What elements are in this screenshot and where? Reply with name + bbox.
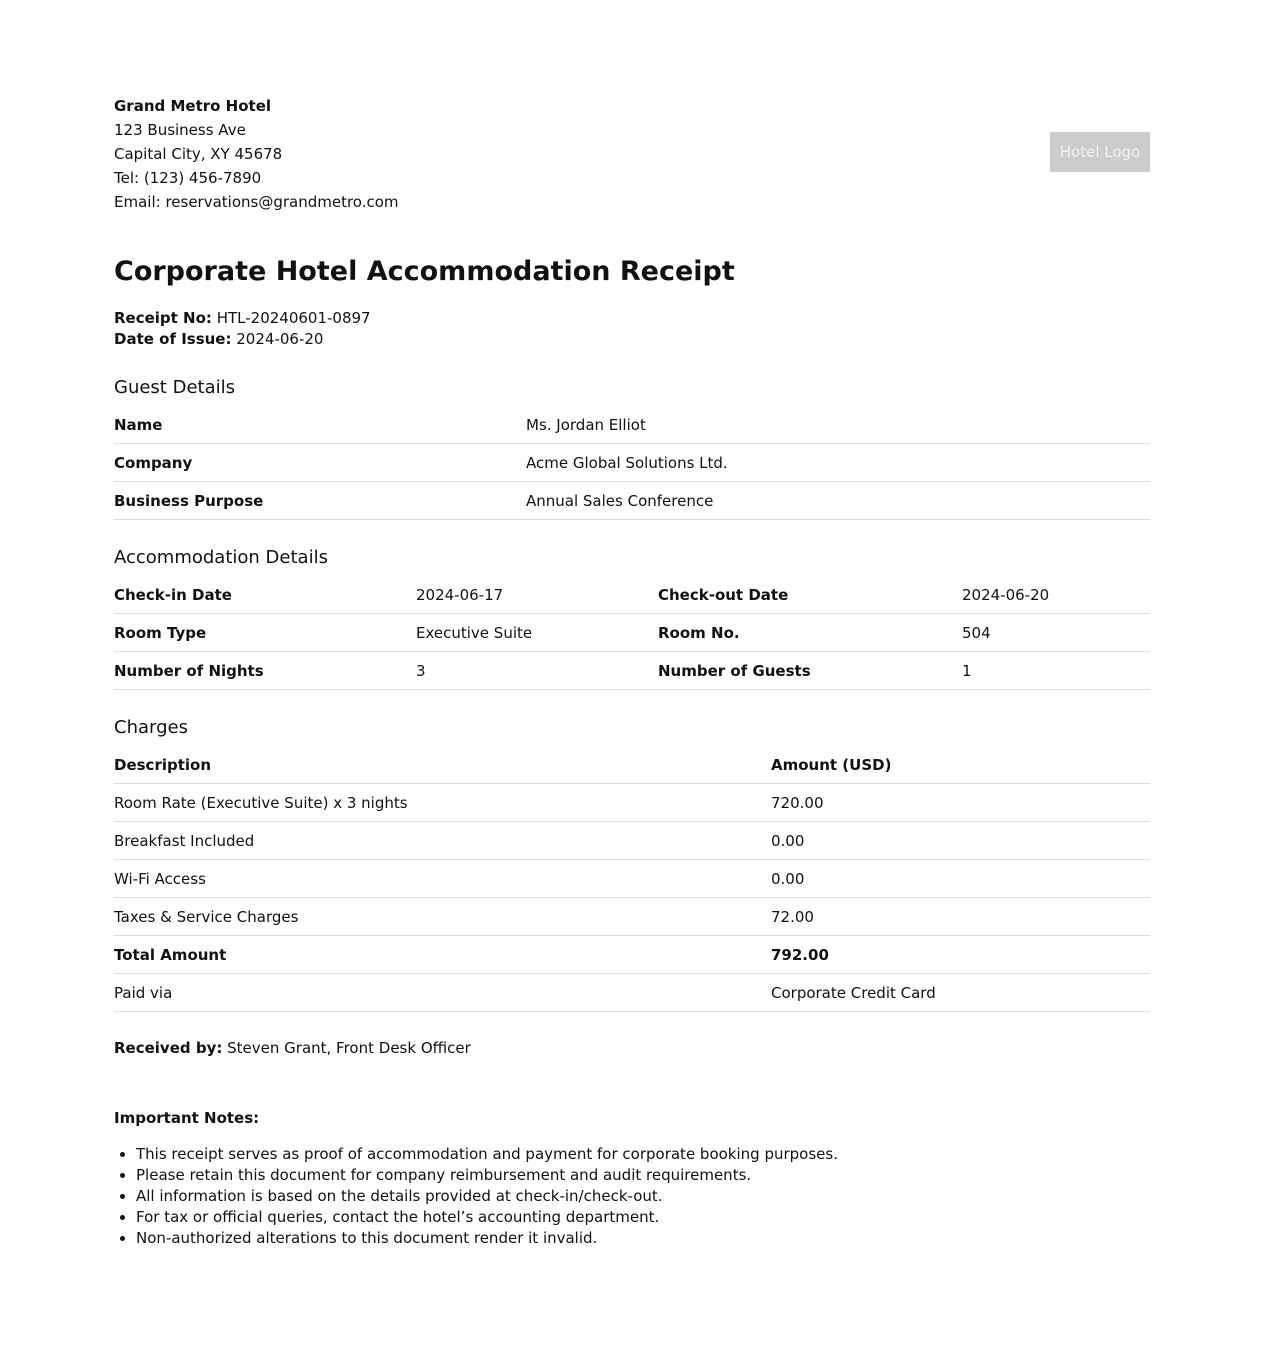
receipt-meta xyxy=(114,308,1150,350)
table-row xyxy=(114,784,1150,822)
guest-name-value: Ms. Jordan Elliot xyxy=(526,406,1150,444)
nights-label: Number of Nights xyxy=(114,652,416,690)
charge-description: Wi-Fi Access xyxy=(114,860,771,898)
list-item: • All information is based on the details provided at check-in/check-out. xyxy=(136,1186,1150,1207)
total-amount-value: 792.00 xyxy=(771,936,1150,974)
issue-date xyxy=(114,329,1150,350)
charges-heading: Charges xyxy=(114,717,188,738)
receipt-number-value: HTL-20240601-0897 xyxy=(216,309,371,327)
hotel-address-line-2: Capital City, XY 45678 xyxy=(114,145,283,163)
guest-name-label: Name xyxy=(114,406,526,444)
charge-amount: 720.00 xyxy=(771,784,1150,822)
check-in-value: 2024-06-17 xyxy=(416,576,658,614)
important-notes-list xyxy=(114,1144,1150,1249)
room-type-label: Room Type xyxy=(114,614,416,652)
table-row xyxy=(114,406,1150,444)
hotel-address-block xyxy=(114,94,1150,214)
hotel-name: Grand Metro Hotel xyxy=(114,97,272,115)
hotel-email: Email: reservations@grandmetro.com xyxy=(114,193,399,211)
list-item: • Please retain this document for company reimbursement and audit requirements. xyxy=(136,1165,1150,1186)
charge-description: Room Rate (Executive Suite) x 3 nights xyxy=(114,784,771,822)
business-purpose-label: Business Purpose xyxy=(114,482,526,520)
table-row xyxy=(114,822,1150,860)
guest-company-value: Acme Global Solutions Ltd. xyxy=(526,444,1150,482)
hotel-logo-text: Hotel Logo xyxy=(1059,143,1141,161)
table-row xyxy=(114,652,1150,690)
paid-via-value: Corporate Credit Card xyxy=(771,974,1150,1012)
issue-date-label: Date of Issue: xyxy=(114,330,232,348)
table-row xyxy=(114,860,1150,898)
received-by-value: Steven Grant, Front Desk Officer xyxy=(227,1039,471,1057)
guest-details-heading: Guest Details xyxy=(114,377,235,398)
description-column-header: Description xyxy=(114,746,771,784)
receipt-number-label: Receipt No: xyxy=(114,309,212,327)
list-item: • This receipt serves as proof of accommodation and payment for corporate booking purposes. xyxy=(136,1144,1150,1165)
charge-amount: 72.00 xyxy=(771,898,1150,936)
receipt-number xyxy=(114,308,1150,329)
hotel-header xyxy=(114,94,1150,224)
guest-company-label: Company xyxy=(114,444,526,482)
table-row xyxy=(114,444,1150,482)
nights-value: 3 xyxy=(416,652,658,690)
room-number-value: 504 xyxy=(962,614,1150,652)
guests-label: Number of Guests xyxy=(658,652,962,690)
check-out-value: 2024-06-20 xyxy=(962,576,1150,614)
room-type-value: Executive Suite xyxy=(416,614,658,652)
hotel-address-line-1: 123 Business Ave xyxy=(114,121,246,139)
charges-header-row xyxy=(114,746,1150,784)
table-row xyxy=(114,482,1150,520)
issue-date-value: 2024-06-20 xyxy=(236,330,324,348)
received-by xyxy=(114,1038,1150,1058)
receipt-page xyxy=(114,94,1150,1249)
paid-via-label: Paid via xyxy=(114,974,771,1012)
hotel-logo xyxy=(1050,132,1150,172)
charge-amount: 0.00 xyxy=(771,822,1150,860)
list-item: • Non-authorized alterations to this document render it invalid. xyxy=(136,1228,1150,1249)
business-purpose-value: Annual Sales Conference xyxy=(526,482,1150,520)
accommodation-details-table xyxy=(114,576,1150,690)
important-notes-heading: Important Notes: xyxy=(114,1109,260,1127)
total-row xyxy=(114,936,1150,974)
table-row xyxy=(114,898,1150,936)
charge-description: Breakfast Included xyxy=(114,822,771,860)
table-row xyxy=(114,614,1150,652)
charges-table xyxy=(114,746,1150,1012)
accommodation-details-heading: Accommodation Details xyxy=(114,547,328,568)
guest-details-table xyxy=(114,406,1150,520)
amount-column-header: Amount (USD) xyxy=(771,746,1150,784)
page-title: Corporate Hotel Accommodation Receipt xyxy=(114,256,735,287)
guests-value: 1 xyxy=(962,652,1150,690)
table-row xyxy=(114,576,1150,614)
total-amount-label: Total Amount xyxy=(114,936,771,974)
charge-amount: 0.00 xyxy=(771,860,1150,898)
list-item: • For tax or official queries, contact the hotel’s accounting department. xyxy=(136,1207,1150,1228)
check-in-label: Check-in Date xyxy=(114,576,416,614)
room-number-label: Room No. xyxy=(658,614,962,652)
hotel-phone: Tel: (123) 456-7890 xyxy=(114,169,262,187)
received-by-label: Received by: xyxy=(114,1039,223,1057)
charge-description: Taxes & Service Charges xyxy=(114,898,771,936)
payment-row xyxy=(114,974,1150,1012)
check-out-label: Check-out Date xyxy=(658,576,962,614)
